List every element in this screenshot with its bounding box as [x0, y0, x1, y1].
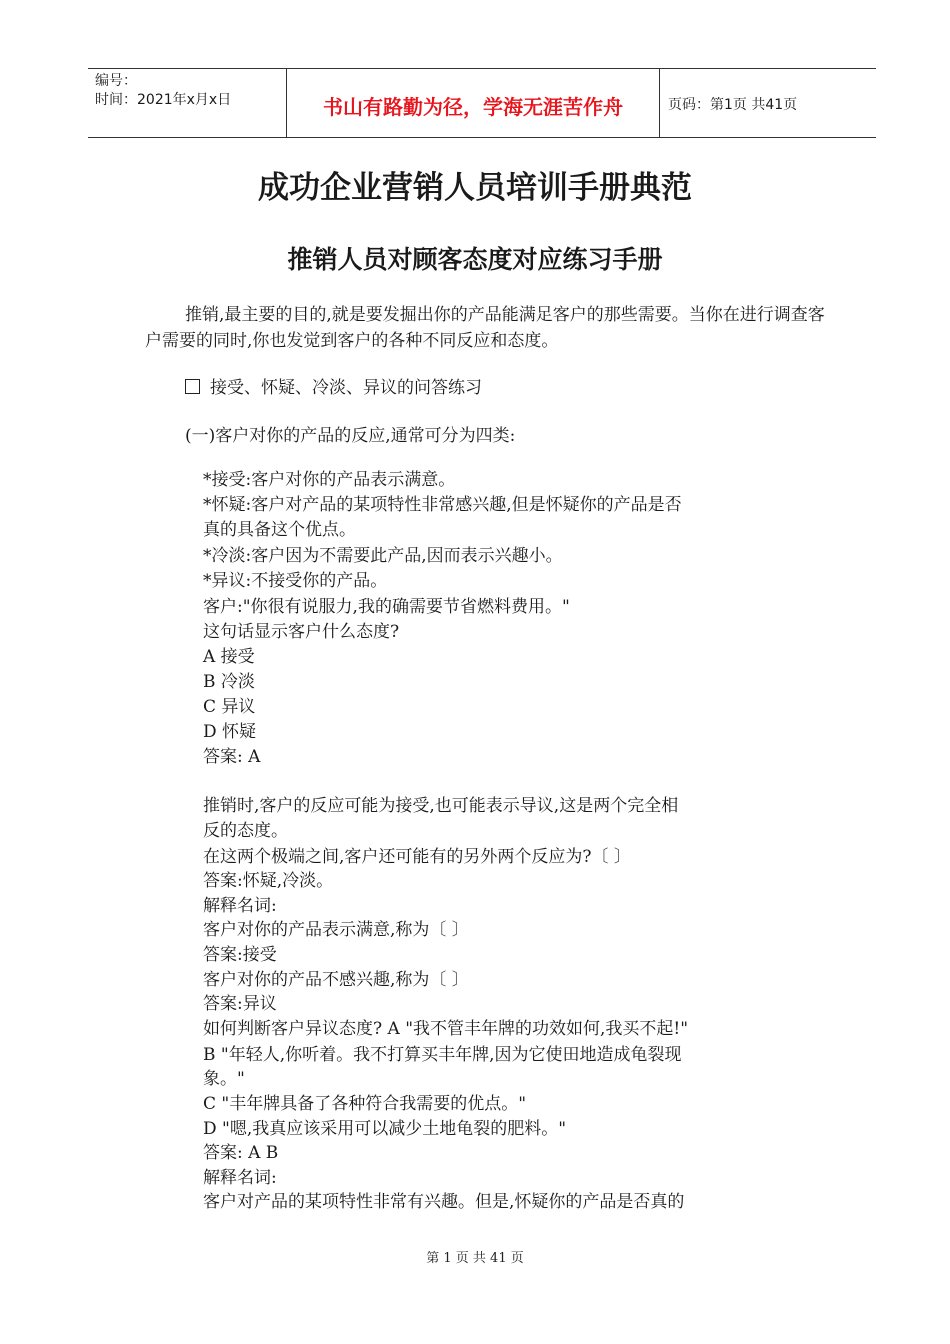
body-line: D 怀疑 [203, 722, 257, 742]
body-line: *异议:不接受你的产品。 [203, 571, 388, 591]
body-line: 答案: A [203, 747, 261, 767]
body-line: 答案:接受 [203, 945, 277, 965]
body-line: 答案:异议 [203, 994, 277, 1014]
body-line: 推销时,客户的反应可能为接受,也可能表示导议,这是两个完全相 [203, 796, 679, 816]
header-info-cell [88, 69, 287, 137]
header-table [88, 68, 876, 138]
intro-paragraph: 推销,最主要的目的,就是要发掘出你的产品能满足客户的那些需要。当你在进行调查客户需要的同时,你也发觉到客户的各种不同反应和态度。 [145, 305, 825, 351]
body-line: D "嗯,我真应该采用可以减少土地龟裂的肥料。" [203, 1119, 567, 1139]
document-subtitle: 推销人员对顾客态度对应练习手册 [287, 245, 663, 274]
body-line: A 接受 [203, 647, 255, 667]
body-line: B 冷淡 [203, 672, 255, 692]
body-line: *冷淡:客户因为不需要此产品,因而表示兴趣小。 [203, 546, 563, 566]
header-code: 编号： [95, 73, 137, 89]
body-line: 答案:怀疑,冷淡。 [203, 871, 334, 891]
body-line: *接受:客户对你的产品表示满意。 [203, 470, 456, 490]
body-line: 如何判断客户异议态度? A "我不管丰年牌的功效如何,我买不起!" [203, 1019, 689, 1039]
body-line: 反的态度。 [203, 821, 288, 841]
body-line: 解释名词: [203, 1168, 277, 1188]
body-line: B "年轻人,你听着。我不打算买丰年牌,因为它使田地造成龟裂现 [203, 1045, 682, 1065]
body-line: C 异议 [203, 697, 256, 717]
body-line: 客户对你的产品表示满意,称为〔 〕 [203, 920, 469, 940]
subsection-heading: (一)客户对你的产品的反应,通常可分为四类: [185, 426, 516, 446]
header-page-number: 页码：第1页 共41页 [668, 97, 798, 113]
checkbox-icon [185, 379, 200, 394]
body-line: 真的具备这个优点。 [203, 520, 356, 540]
section-heading-row [185, 376, 482, 400]
body-line: 解释名词: [203, 896, 277, 916]
body-line: 答案: A B [203, 1143, 279, 1163]
body-line: 客户对你的产品不感兴趣,称为〔 〕 [203, 970, 469, 990]
document-title: 成功企业营销人员培训手册典范 [258, 170, 692, 206]
body-line: 在这两个极端之间,客户还可能有的另外两个反应为?〔 〕 [203, 847, 631, 867]
body-line: 象。" [203, 1069, 245, 1089]
body-line: 客户对产品的某项特性非常有兴趣。但是,怀疑你的产品是否真的 [203, 1192, 685, 1212]
page-footer: 第 1 页 共 41 页 [426, 1251, 524, 1266]
header-motto: 书山有路勤为径，学海无涯苦作舟 [287, 69, 660, 137]
body-line: 客户:"你很有说服力,我的确需要节省燃料费用。" [203, 597, 570, 617]
section-heading: 接受、怀疑、冷淡、异议的问答练习 [210, 378, 482, 398]
body-line: 这句话显示客户什么态度? [203, 622, 400, 642]
body-line: C "丰年牌具备了各种符合我需要的优点。" [203, 1094, 527, 1114]
header-time: 时间：2021年x月x日 [95, 92, 232, 108]
body-line: *怀疑:客户对产品的某项特性非常感兴趣,但是怀疑你的产品是否 [203, 495, 682, 515]
